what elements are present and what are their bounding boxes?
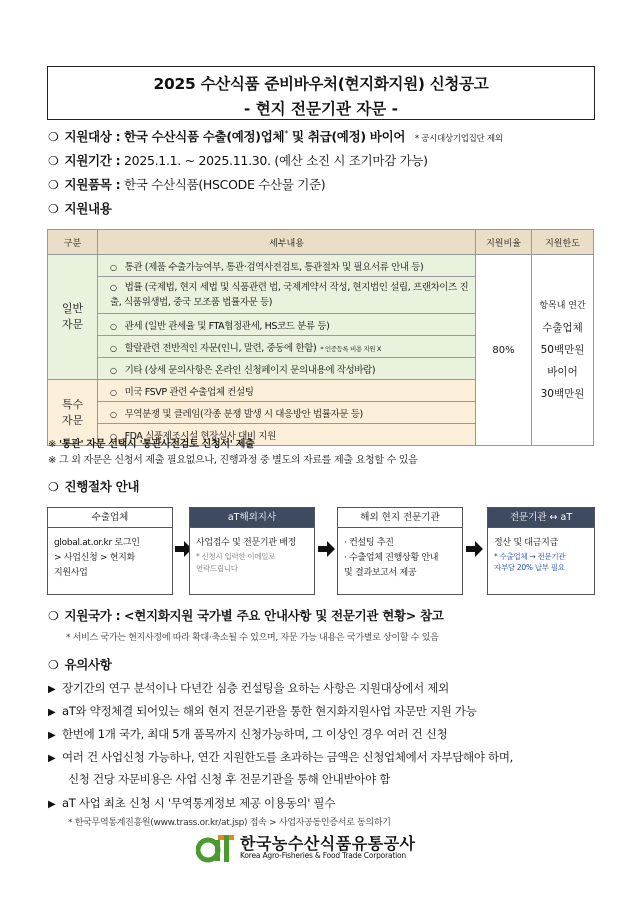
period-value: 2025.1.1. ~ 2025.11.30. (예산 소진 시 조기마감 가능) [124, 153, 428, 168]
note-1-text: '통관' 자문 선택시 '통관사전검토 신청서' 제출 [58, 439, 255, 450]
table-item [98, 255, 476, 277]
section-bullet: ❍ [48, 154, 59, 168]
section-bullet: ❍ [48, 178, 59, 192]
item-bullet: ○ [110, 283, 117, 292]
arrow-right-icon [318, 540, 336, 558]
category-general-label: 자문 [61, 318, 84, 331]
halal-note: * 인증등록 비용 지원 X [320, 344, 381, 353]
caution-item [48, 703, 477, 719]
caution-marker: ▶ [48, 684, 56, 695]
limit-cell [532, 255, 594, 446]
header-limit: 지원한도 [532, 230, 594, 255]
step-settlement [487, 507, 595, 595]
table-item [98, 402, 476, 424]
period-row [48, 151, 428, 169]
header-ratio: 지원비율 [476, 230, 532, 255]
limit-line: 수출업체 [542, 322, 583, 334]
step-body-line: 지원사업 [54, 568, 88, 578]
step-note-line: 자부담 20% 납부 필요 [494, 563, 565, 572]
caution-footnote: * 한국무역통계진흥원(www.trass.or.kr/at.jsp) 접속 > 사업자공동인증서로 동의하기 [68, 818, 391, 828]
target-note: * 공시대상기업집단 제외 [414, 134, 503, 144]
items-row [48, 175, 325, 193]
items-value: 한국 수산식품(HSCODE 수산물 기준) [124, 177, 326, 192]
step-body-line: 사업접수 및 전문기관 배정 [196, 538, 297, 548]
table-item [98, 277, 476, 314]
step-at-branch [189, 507, 315, 595]
section-bullet: ❍ [48, 609, 59, 623]
item-bullet: ○ [110, 343, 117, 353]
caution-marker: ▶ [48, 799, 56, 810]
table-header-row [48, 230, 594, 255]
item-bullet: ○ [110, 365, 117, 375]
note-mark: ※ [48, 439, 57, 450]
item-bullet: ○ [110, 431, 117, 441]
target-value2: 및 취급(예정) 바이어 [287, 129, 406, 144]
cautions-heading: 유의사항 [64, 657, 112, 672]
item-bullet: ○ [110, 262, 117, 272]
step-body-line: 정산 및 대금지급 [494, 538, 558, 548]
target-value: 한국 수산식품 수출(예정)업체 [124, 129, 285, 144]
step-body-line: global.at.or.kr 로그인 [54, 538, 140, 548]
target-mark: * [284, 128, 288, 138]
limit-line: 50백만원 [540, 344, 585, 356]
item-text: FDA 식품제조시설 현장실사 대비 지원 [124, 430, 276, 442]
support-table [47, 229, 594, 446]
arrow-right-icon [466, 540, 484, 558]
step-note-line: 연락드립니다 [196, 564, 238, 573]
caution-marker: ▶ [48, 730, 56, 741]
content-row [48, 199, 112, 217]
note-2 [48, 451, 418, 466]
process-heading-row [48, 477, 139, 495]
org-name-ko: 한국농수산식품유통공사 [240, 834, 416, 853]
step-body-line: · 수출업체 진행상황 안내 [344, 553, 439, 563]
header-detail: 세부내용 [98, 230, 476, 255]
caution-item-continued: 신청 건당 자문비용은 사업 신청 후 전문기관을 통해 안내받아야 함 [68, 772, 391, 786]
item-text: 기타 (상세 문의사항은 온라인 신청페이지 문의내용에 작성바람) [124, 364, 376, 376]
countries-note: * 서비스 국가는 현지사정에 따라 확대·축소될 수 있으며, 자문 가능 내용은 국가별로 상이할 수 있음 [66, 633, 439, 643]
caution-marker: ▶ [48, 707, 56, 718]
caution-text: 장기간의 연구 분석이나 다년간 심층 컨설팅을 요하는 사항은 지원대상에서 제외 [62, 681, 449, 695]
step-note-line: * 수출업체 → 전문기관 [494, 552, 566, 561]
limit-line: 항목내 연간 [539, 301, 586, 311]
step-exporter [47, 507, 173, 595]
note-1 [48, 435, 254, 450]
process-heading: 진행절차 안내 [64, 479, 140, 494]
step-title: 전문기관 ↔ aT [488, 508, 594, 528]
category-special-label: 자문 [61, 413, 84, 427]
caution-item [48, 749, 513, 765]
note-mark: ※ [48, 455, 57, 466]
step-title: 수출업체 [48, 508, 172, 528]
table-item [98, 380, 476, 402]
target-row [48, 127, 503, 145]
item-bullet: ○ [110, 321, 117, 331]
caution-text: aT 사업 최초 신청 시 '무역통계정보 제공 이용동의' 필수 [62, 796, 336, 810]
item-text: 관세 (일반 관세율 및 FTA협정관세, HS코드 분류 등) [124, 320, 330, 332]
item-bullet: ○ [110, 387, 117, 397]
caution-item [48, 795, 335, 811]
page-title: 2025 수산식품 준비바우처(현지화지원) 신청공고 [153, 75, 489, 93]
countries-label: 지원국가 : [64, 608, 121, 623]
step-note-line: * 신청시 입력한 이메일로 [196, 552, 276, 561]
step-body-line: 및 결과보고서 제공 [344, 568, 417, 578]
org-logo [196, 829, 456, 865]
page-subtitle: - 현지 전문기관 자문 - [243, 100, 399, 118]
table-row [48, 255, 594, 277]
countries-row [48, 606, 444, 624]
org-name-en: Korea Agro-Fisheries & Food Trade Corporation [240, 851, 406, 860]
target-label: 지원대상 : [64, 129, 121, 144]
item-text: 미국 FSVP 관련 수출업체 컨설팅 [124, 386, 254, 398]
limit-line: 바이어 [547, 366, 578, 378]
category-general [48, 255, 98, 380]
step-body-line: · 컨설팅 추진 [344, 538, 394, 548]
step-body-line: > 사업신청 > 현지화 [54, 553, 135, 563]
table-item [98, 314, 476, 336]
at-logo-icon [196, 829, 236, 865]
item-bullet: ○ [110, 409, 117, 419]
caution-item [48, 726, 447, 742]
item-text: 통관 (제품 수출가능여부, 통관·검역사전검토, 통관절차 및 필요서류 안내 등) [124, 261, 424, 273]
items-label: 지원품목 : [64, 177, 121, 192]
limit-line: 30백만원 [540, 388, 585, 400]
section-bullet: ❍ [48, 202, 59, 216]
step-title: aT해외지사 [190, 508, 314, 528]
content-label: 지원내용 [64, 201, 112, 216]
item-text: 할랄관련 전반적인 자문(인니, 말련, 중동에 한함) [124, 342, 317, 354]
period-label: 지원기간 : [64, 153, 121, 168]
table-item [98, 336, 476, 358]
category-special-label: 특수 [61, 397, 84, 411]
item-text: 법률 (국제법, 현지 세법 및 식품관련 법, 국제계약서 작성, 현지법인 설립, 프랜차이즈 진출, 식품위생법, 중국 모조품 법률자문 등) [110, 282, 469, 308]
table-item [98, 358, 476, 380]
step-title: 해외 현지 전문기관 [338, 508, 462, 528]
header-category: 구분 [48, 230, 98, 255]
step-local-expert [337, 507, 463, 595]
item-text: 무역분쟁 및 클레임(각종 분쟁 발생 시 대응방안 법률자문 등) [124, 408, 363, 420]
section-bullet: ❍ [48, 658, 59, 672]
category-general-label: 일반 [61, 302, 84, 315]
section-bullet: ❍ [48, 130, 59, 144]
title-box [47, 66, 595, 120]
section-bullet: ❍ [48, 480, 59, 494]
caution-text: 한번에 1개 국가, 최대 5개 품목까지 신청가능하며, 그 이상인 경우 여러 건 신청 [62, 727, 448, 741]
caution-text: aT와 약정체결 되어있는 해외 현지 전문기관을 통한 현지화지원사업 자문만 지원 가능 [62, 704, 477, 718]
ratio-cell: 80% [476, 255, 532, 446]
caution-item [48, 680, 449, 696]
caution-text: 여러 건 사업신청 가능하나, 연간 지원한도를 초과하는 금액은 신청업체에서 자부담해야 하며, [62, 750, 514, 764]
cautions-heading-row [48, 655, 112, 673]
note-2-text: 그 외 자문은 신청서 제출 필요없으나, 진행과정 중 별도의 자료를 제출 요청할 수 있음 [58, 455, 418, 466]
countries-value: <현지화지원 국가별 주요 안내사항 및 전문기관 현황> 참고 [124, 608, 444, 623]
caution-marker: ▶ [48, 753, 56, 764]
